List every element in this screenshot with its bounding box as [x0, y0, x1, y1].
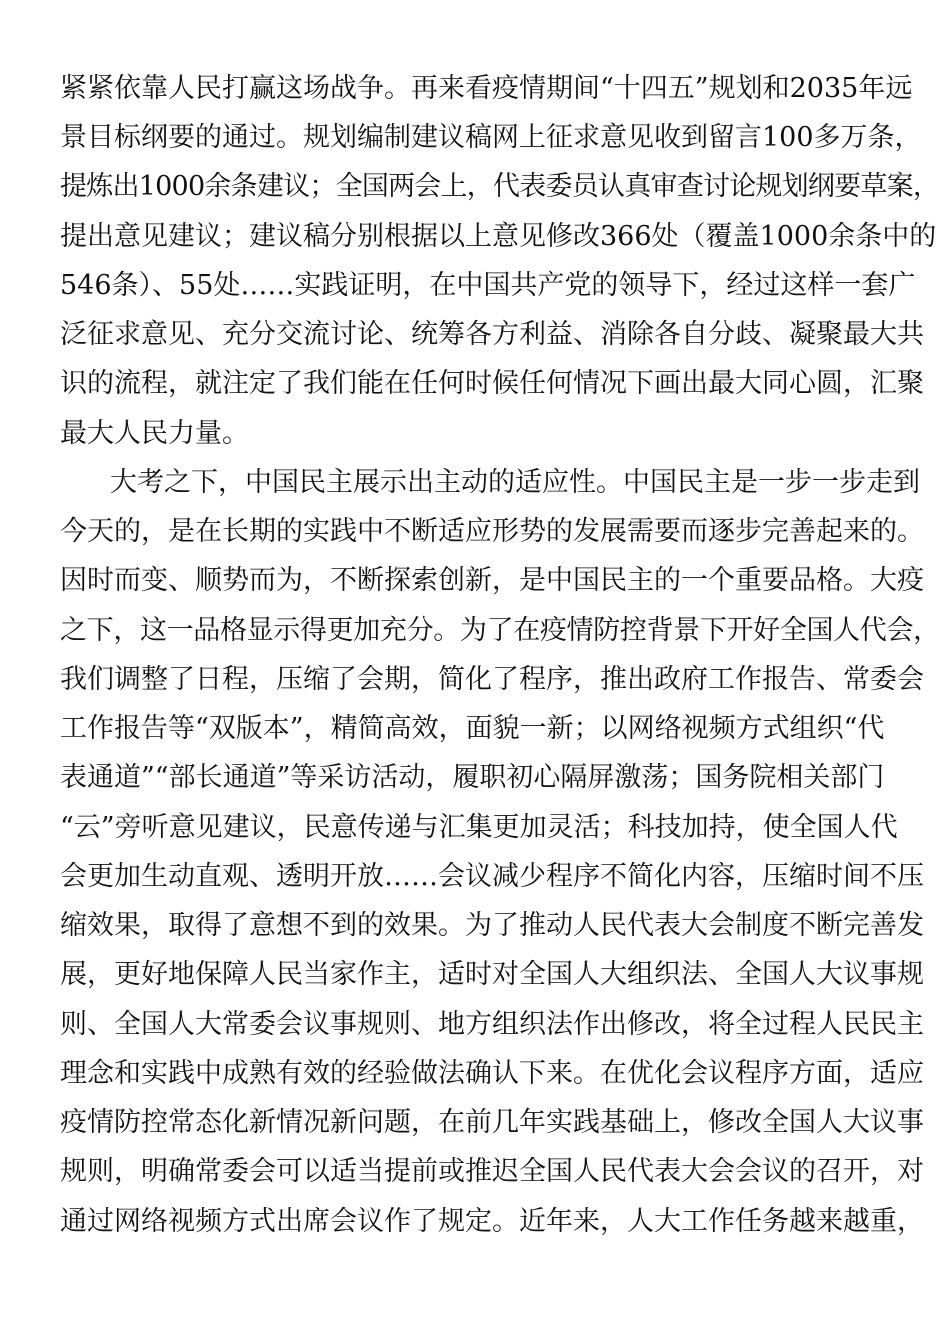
text-line: 今天的，是在长期的实践中不断适应形势的发展需要而逐步完善起来的。: [60, 516, 924, 547]
text-line: 会更加生动直观、透明开放……会议减少程序不简化内容，压缩时间不压: [60, 861, 924, 892]
text-line: 则、全国人大常委会议事规则、地方组织法作出修改，将全过程人民民主: [60, 1009, 924, 1040]
text-line: 最大人民力量。: [60, 418, 249, 449]
text-line: 展，更好地保障人民当家作主，适时对全国人大组织法、全国人大议事规: [60, 959, 924, 990]
text-line: 提出意见建议；建议稿分别根据以上意见修改366处（覆盖1000余条中的: [60, 221, 937, 252]
text-line: 我们调整了日程，压缩了会期，简化了程序，推出政府工作报告、常委会: [60, 664, 924, 695]
paragraph-first-line: 大考之下，中国民主展示出主动的适应性。中国民主是一步一步走到: [110, 467, 920, 498]
text-line: 因时而变、顺势而为，不断探索创新，是中国民主的一个重要品格。大疫: [60, 565, 924, 596]
text-line: 表通道”“部长通道”等采访活动，履职初心隔屏激荡；国务院相关部门: [60, 762, 885, 793]
text-line: 通过网络视频方式出席会议作了规定。近年来，人大工作任务越来越重，: [60, 1206, 924, 1237]
text-line: 提炼出1000余条建议；全国两会上，代表委员认真审查讨论规划纲要草案，: [60, 171, 940, 202]
text-line: 工作报告等“双版本”，精简高效，面貌一新；以网络视频方式组织“代: [60, 713, 885, 744]
text-line: 景目标纲要的通过。规划编制建议稿网上征求意见收到留言100多万条，: [60, 122, 922, 153]
text-line: 缩效果，取得了意想不到的效果。为了推动人民代表大会制度不断完善发: [60, 910, 924, 941]
text-line: 紧紧依靠人民打赢这场战争。再来看疫情期间“十四五”规划和2035年远: [60, 73, 913, 104]
text-line: 泛征求意见、充分交流讨论、统筹各方利益、消除各自分歧、凝聚最大共: [60, 319, 924, 350]
text-line: 546条）、55处……实践证明，在中国共产党的领导下，经过这样一套广: [60, 270, 916, 301]
text-line: 疫情防控常态化新情况新问题，在前几年实践基础上，修改全国人大议事: [60, 1107, 924, 1138]
text-line: 识的流程，就注定了我们能在任何时候任何情况下画出最大同心圆，汇聚: [60, 368, 924, 399]
text-line: 理念和实践中成熟有效的经验做法确认下来。在优化会议程序方面，适应: [60, 1058, 924, 1089]
text-line: “云”旁听意见建议，民意传递与汇集更加灵活；科技加持，使全国人代: [60, 812, 898, 843]
text-line: 规则，明确常委会可以适当提前或推迟全国人民代表大会会议的召开，对: [60, 1156, 924, 1187]
text-line: 之下，这一品格显示得更加充分。为了在疫情防控背景下开好全国人代会，: [60, 615, 940, 646]
